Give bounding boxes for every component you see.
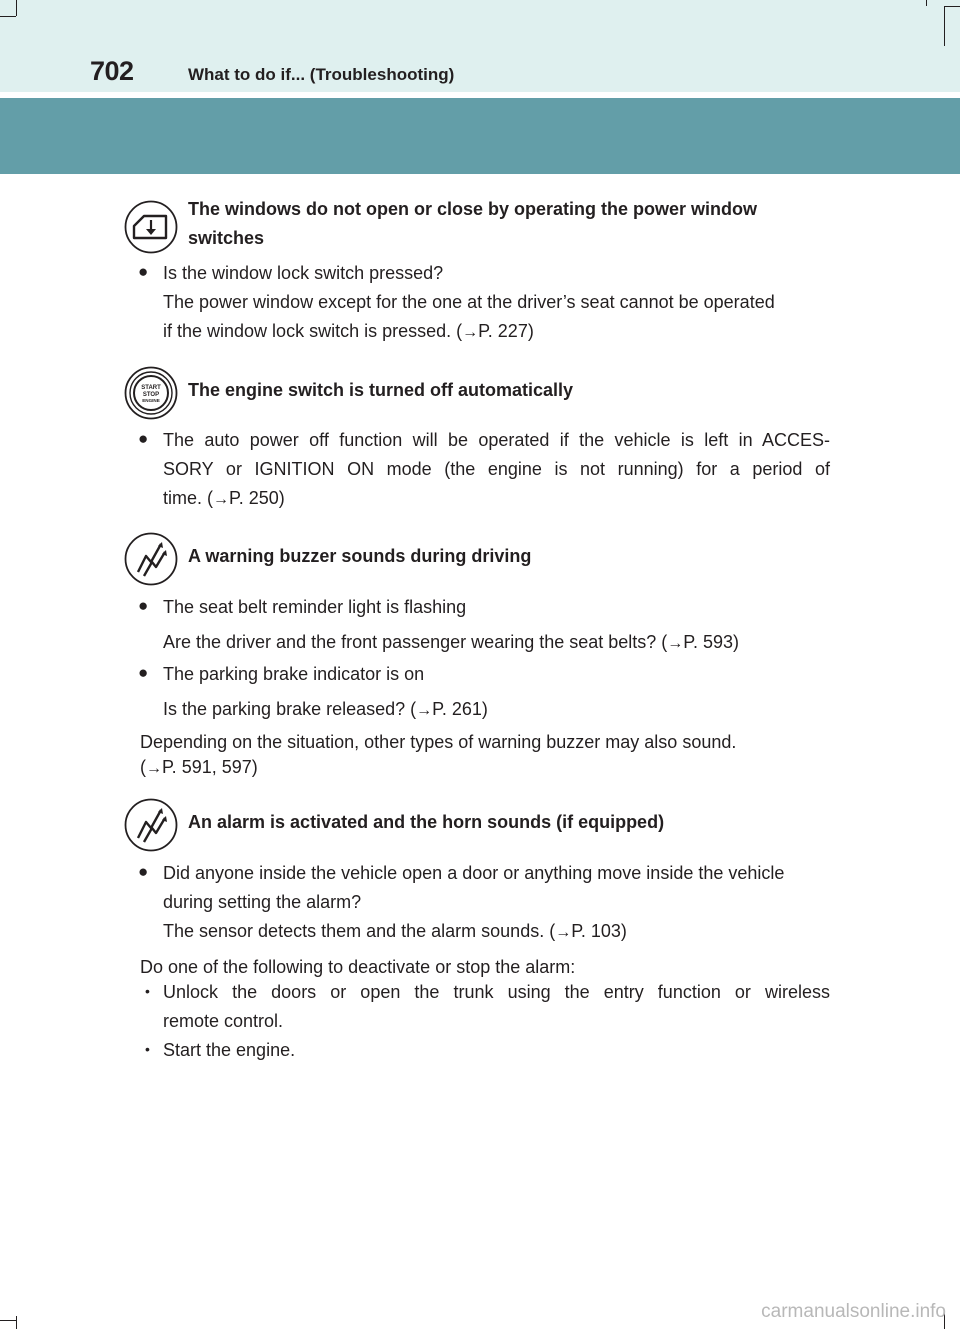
section-heading: The engine switch is turned off automatically bbox=[188, 380, 574, 400]
header-band bbox=[0, 98, 960, 174]
bullet-marker: ● bbox=[138, 596, 149, 615]
section-heading: A warning buzzer sounds during driving bbox=[188, 546, 532, 566]
bullet-marker: ● bbox=[138, 262, 149, 281]
svg-text:ENGINE: ENGINE bbox=[142, 398, 160, 403]
bullet-marker: ● bbox=[138, 862, 149, 881]
alarm-icon bbox=[124, 798, 178, 852]
bullet-text: Is the window lock switch pressed? The power window except for the one at the driver’s seat cannot be operated if the window lock switch is pressed. (→P. 227) bbox=[163, 263, 775, 341]
crop-mark bbox=[16, 0, 17, 16]
note-text: Depending on the situation, other types of warning buzzer may also sound. (→P. 591, 597) bbox=[140, 732, 737, 777]
warning-buzzer-icon bbox=[124, 532, 178, 586]
running-title: What to do if... (Troubleshooting) bbox=[188, 65, 455, 84]
section-heading: An alarm is activated and the horn sounds (if equipped) bbox=[188, 812, 665, 832]
watermark: carmanualsonline.info bbox=[761, 1301, 946, 1322]
list-dot: • bbox=[145, 1041, 150, 1057]
crop-mark bbox=[944, 6, 960, 7]
svg-text:START: START bbox=[141, 385, 161, 391]
bullet-text: The auto power off function will be operated if the vehicle is left in ACCES- SORY or IGNITION ON mode (the engine is not running) for a period of time. (→P. 250) bbox=[163, 430, 830, 508]
list-dot: • bbox=[145, 983, 150, 999]
bullet-marker: ● bbox=[138, 663, 149, 682]
svg-text:STOP: STOP bbox=[142, 392, 160, 398]
power-window-icon bbox=[124, 200, 178, 254]
crop-mark bbox=[926, 0, 927, 6]
section-heading: The windows do not open or close by operating the power window switches bbox=[188, 199, 758, 248]
crop-mark bbox=[0, 16, 16, 17]
note-text: Do one of the following to deactivate or stop the alarm: bbox=[140, 957, 576, 977]
bullet-marker: ● bbox=[138, 429, 149, 448]
bullet-text: The seat belt reminder light is flashing bbox=[163, 597, 467, 617]
bullet-subtext: Are the driver and the front passenger wearing the seat belts? (→P. 593) bbox=[163, 632, 740, 652]
crop-mark bbox=[16, 1316, 17, 1329]
bullet-text: The parking brake indicator is on bbox=[163, 664, 425, 684]
list-item: Start the engine. bbox=[163, 1040, 296, 1060]
crop-mark bbox=[0, 1320, 16, 1321]
header-strip bbox=[0, 0, 960, 92]
bullet-text: Did anyone inside the vehicle open a door or anything move inside the vehicle during setting the alarm? The sensor detects them and the alarm sounds. (→P. 103) bbox=[163, 863, 785, 941]
crop-mark bbox=[944, 6, 945, 46]
bullet-subtext: Is the parking brake released? (→P. 261) bbox=[163, 699, 488, 719]
page-number: 702 bbox=[90, 56, 134, 86]
start-stop-engine-icon bbox=[124, 366, 178, 420]
list-item: Unlock the doors or open the trunk using the entry function or wireless remote control. bbox=[163, 982, 830, 1031]
